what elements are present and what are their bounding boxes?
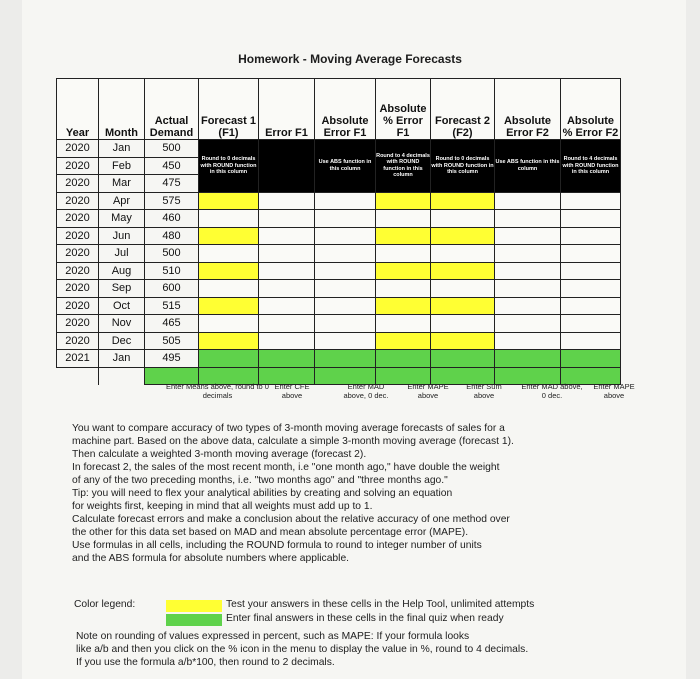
abs-pct-error-f1-cell[interactable] [376,315,431,333]
abs-error-f1-cell[interactable] [315,297,376,315]
abs-error-f1-cell[interactable] [315,245,376,263]
summary-year-cell [57,367,99,385]
instructions-paragraph [72,422,672,565]
abs-pct-error-f2-cell[interactable] [561,192,621,210]
table-row [57,297,621,315]
demand-cell: 495 [145,350,199,368]
demand-cell: 515 [145,297,199,315]
abs-pct-error-f1-cell-blocked [376,140,431,193]
legend-yellow-text: Test your answers in these cells in the Help Tool, unlimited attempts [226,599,535,610]
error-f1-cell[interactable] [259,332,315,350]
month-cell: Jun [99,227,145,245]
demand-cell: 500 [145,140,199,158]
demand-cell: 600 [145,280,199,298]
error-f1-cell[interactable] [259,227,315,245]
paragraph-line: the other for this data set based on MAD and mean absolute percentage error (MAPE). [72,527,469,538]
paragraph-line: for weights first, keeping in mind that all weights must add up to 1. [72,501,373,512]
demand-cell: 450 [145,157,199,175]
abs-pct-error-f1-cell[interactable] [376,192,431,210]
abs-error-f2-cell[interactable] [495,280,561,298]
table-row [57,350,621,368]
forecast2-cell[interactable] [431,350,495,368]
demand-cell: 500 [145,245,199,263]
demand-cell: 475 [145,175,199,193]
footer-sum-label: Enter Sum above [466,382,502,400]
abs-pct-error-f1-cell[interactable] [376,350,431,368]
col-header-error-f1: Error F1 [259,79,315,140]
forecast2-cell[interactable] [431,332,495,350]
forecast2-cell[interactable] [431,315,495,333]
footer-mad2-label: Enter MAD above, 0 dec. [521,382,583,400]
abs-error-f2-cell[interactable] [495,350,561,368]
demand-cell: 465 [145,315,199,333]
error-f1-cell[interactable] [259,315,315,333]
demand-cell: 480 [145,227,199,245]
paragraph-line: Use formulas in all cells, including the ROUND formula to round to integer number of units [72,540,482,551]
forecast1-cell[interactable] [199,210,259,228]
error-f1-cell[interactable] [259,350,315,368]
abs-error-f2-cell[interactable] [495,262,561,280]
forecast2-cell[interactable] [431,210,495,228]
forecast1-cell[interactable] [199,297,259,315]
error-f1-cell[interactable] [259,297,315,315]
abs-error-f2-cell[interactable] [495,192,561,210]
error-f1-cell[interactable] [259,192,315,210]
year-cell: 2020 [57,315,99,333]
forecast2-cell[interactable] [431,227,495,245]
page-title: Homework - Moving Average Forecasts [238,52,462,66]
demand-cell: 505 [145,332,199,350]
note-line: If you use the formula a/b*100, then round to 2 decimals. [76,657,335,668]
col-header-abs-error-f2: Absolute Error F2 [495,79,561,140]
legend-green-swatch [166,614,222,626]
demand-cell: 510 [145,262,199,280]
abs-error-f2-cell[interactable] [495,332,561,350]
col-header-actual-demand: Actual Demand [145,79,199,140]
year-cell: 2020 [57,262,99,280]
table-row [57,280,621,298]
footer-mape1-label: Enter MAPE above [407,382,449,400]
month-cell: Apr [99,192,145,210]
abs-error-f2-cell-blocked [495,140,561,193]
paragraph-line: of any of the two preceding months, i.e. "two months ago" and "three months ago." [72,475,448,486]
summary-month-cell [99,367,145,385]
paragraph-line: In forecast 2, the sales of the most recent month, i.e "one month ago," have double the weight [72,462,500,473]
abs-pct-error-f2-cell[interactable] [561,280,621,298]
table-row [57,332,621,350]
forecast1-cell[interactable] [199,192,259,210]
abs-error-f1-cell[interactable] [315,210,376,228]
error-f1-cell-blocked [259,140,315,193]
paragraph-line: and the ABS formula for absolute numbers where applicable. [72,553,350,564]
abs-error-f1-cell[interactable] [315,262,376,280]
abs-pct-error-f2-cell[interactable] [561,262,621,280]
abs-error-f1-cell[interactable] [315,192,376,210]
abs-pct-error-f1-cell[interactable] [376,332,431,350]
abs-pct-error-f1-cell[interactable] [376,245,431,263]
demand-cell: 575 [145,192,199,210]
table-row [57,227,621,245]
year-cell: 2020 [57,210,99,228]
footer-mape2-label: Enter MAPE above [593,382,635,400]
year-cell: 2021 [57,350,99,368]
forecast2-cell[interactable] [431,262,495,280]
year-cell: 2020 [57,245,99,263]
header-row [57,79,621,140]
month-cell: Jul [99,245,145,263]
rounding-notes [76,630,676,669]
table-row [57,315,621,333]
abs-pct-error-f2-cell[interactable] [561,210,621,228]
month-cell: Mar [99,175,145,193]
year-cell: 2020 [57,280,99,298]
footer-cfe-label: Enter CFE above [274,382,310,400]
month-cell: Nov [99,315,145,333]
abs-pct-error-f1-cell[interactable] [376,262,431,280]
paragraph-line: Calculate forecast errors and make a conclusion about the relative accuracy of one method over [72,514,510,525]
abs-error-f2-cell[interactable] [495,315,561,333]
abs-pct-error-f1-cell[interactable] [376,280,431,298]
year-cell: 2020 [57,175,99,193]
forecast1-cell[interactable] [199,262,259,280]
col-header-abs-pct-error-f2: Absolute % Error F2 [561,79,621,140]
abs-pct-error-f2-cell[interactable] [561,315,621,333]
abs-error-f1-cell[interactable] [315,315,376,333]
legend-green-text: Enter final answers in these cells in the final quiz when ready [226,613,504,624]
abs-error-f1-cell-blocked [315,140,376,193]
month-cell: Aug [99,262,145,280]
forecast2-cell[interactable] [431,280,495,298]
col-header-year: Year [57,79,99,140]
error-f1-cell[interactable] [259,210,315,228]
instruction-note: Use ABS function in this column [495,159,560,172]
abs-error-f2-cell[interactable] [495,297,561,315]
footer-mad1-label: Enter MAD above, 0 dec. [343,382,389,400]
year-cell: 2020 [57,227,99,245]
forecast1-cell[interactable] [199,332,259,350]
abs-pct-error-f2-cell[interactable] [561,332,621,350]
legend-label: Color legend: [74,599,136,610]
abs-pct-error-f2-cell-blocked [561,140,621,193]
forecast1-cell[interactable] [199,350,259,368]
month-cell: Feb [99,157,145,175]
instruction-note: Round to 4 decimals with ROUND function in this column [562,156,619,175]
abs-pct-error-f2-cell[interactable] [561,245,621,263]
paragraph-line: machine part. Based on the above data, calculate a simple 3-month moving average (forecast 1). [72,436,514,447]
table-row [57,245,621,263]
year-cell: 2020 [57,157,99,175]
table-row [57,262,621,280]
table-row [57,140,621,158]
error-f1-cell[interactable] [259,280,315,298]
abs-error-f2-cell[interactable] [495,210,561,228]
forecast1-cell-blocked [199,140,259,193]
month-cell: Sep [99,280,145,298]
year-cell: 2020 [57,192,99,210]
year-cell: 2020 [57,297,99,315]
col-header-abs-pct-error-f1: Absolute % Error F1 [376,79,431,140]
col-header-month: Month [99,79,145,140]
month-cell: Jan [99,350,145,368]
abs-error-f1-cell[interactable] [315,280,376,298]
forecast2-cell[interactable] [431,192,495,210]
month-cell: Dec [99,332,145,350]
year-cell: 2020 [57,140,99,158]
forecast1-cell[interactable] [199,315,259,333]
note-line: Note on rounding of values expressed in percent, such as MAPE: If your formula looks [76,631,470,642]
month-cell: May [99,210,145,228]
abs-error-f1-cell[interactable] [315,227,376,245]
abs-pct-error-f1-cell[interactable] [376,210,431,228]
paragraph-line: Then calculate a weighted 3-month moving average (forecast 2). [72,449,367,460]
abs-error-f2-cell[interactable] [495,245,561,263]
abs-pct-error-f2-cell[interactable] [561,297,621,315]
month-cell: Oct [99,297,145,315]
instruction-note: Use ABS function in this column [318,159,372,172]
paragraph-line: Tip: you will need to flex your analytical abilities by creating and solving an equation [72,488,453,499]
abs-pct-error-f2-cell[interactable] [561,350,621,368]
col-header-abs-error-f1: Absolute Error F1 [315,79,376,140]
legend-yellow [74,599,634,612]
abs-pct-error-f1-cell[interactable] [376,227,431,245]
abs-pct-error-f2-cell[interactable] [561,227,621,245]
footer-means-label: Enter Means above, round to 0 decimals [166,382,269,400]
forecast1-cell[interactable] [199,280,259,298]
month-cell: Jan [99,140,145,158]
abs-error-f1-cell[interactable] [315,332,376,350]
table-row [57,210,621,228]
col-header-forecast2: Forecast 2 (F2) [431,79,495,140]
instruction-note: Round to 0 decimals with ROUND function in this column [431,156,494,175]
forecast-table [56,78,621,385]
instruction-note: Round to 0 decimals with ROUND function in this column [200,156,257,175]
paragraph-line: You want to compare accuracy of two types of 3-month moving average forecasts of sales for a [72,423,505,434]
table-row [57,192,621,210]
instruction-note: Round to 4 decimals with ROUND function in this column [376,152,430,179]
abs-error-f1-cell[interactable] [315,350,376,368]
error-f1-cell[interactable] [259,262,315,280]
note-line: like a/b and then you click on the % icon in the menu to display the value in %, round to 4 decimals. [76,644,529,655]
error-f1-cell[interactable] [259,245,315,263]
col-header-forecast1: Forecast 1 (F1) [199,79,259,140]
legend-green [74,613,634,626]
forecast2-cell[interactable] [431,245,495,263]
forecast2-cell[interactable] [431,297,495,315]
forecast1-cell[interactable] [199,227,259,245]
legend-yellow-swatch [166,600,222,612]
year-cell: 2020 [57,332,99,350]
demand-cell: 460 [145,210,199,228]
abs-pct-error-f1-cell[interactable] [376,297,431,315]
abs-error-f2-cell[interactable] [495,227,561,245]
forecast1-cell[interactable] [199,245,259,263]
forecast2-cell-blocked [431,140,495,193]
